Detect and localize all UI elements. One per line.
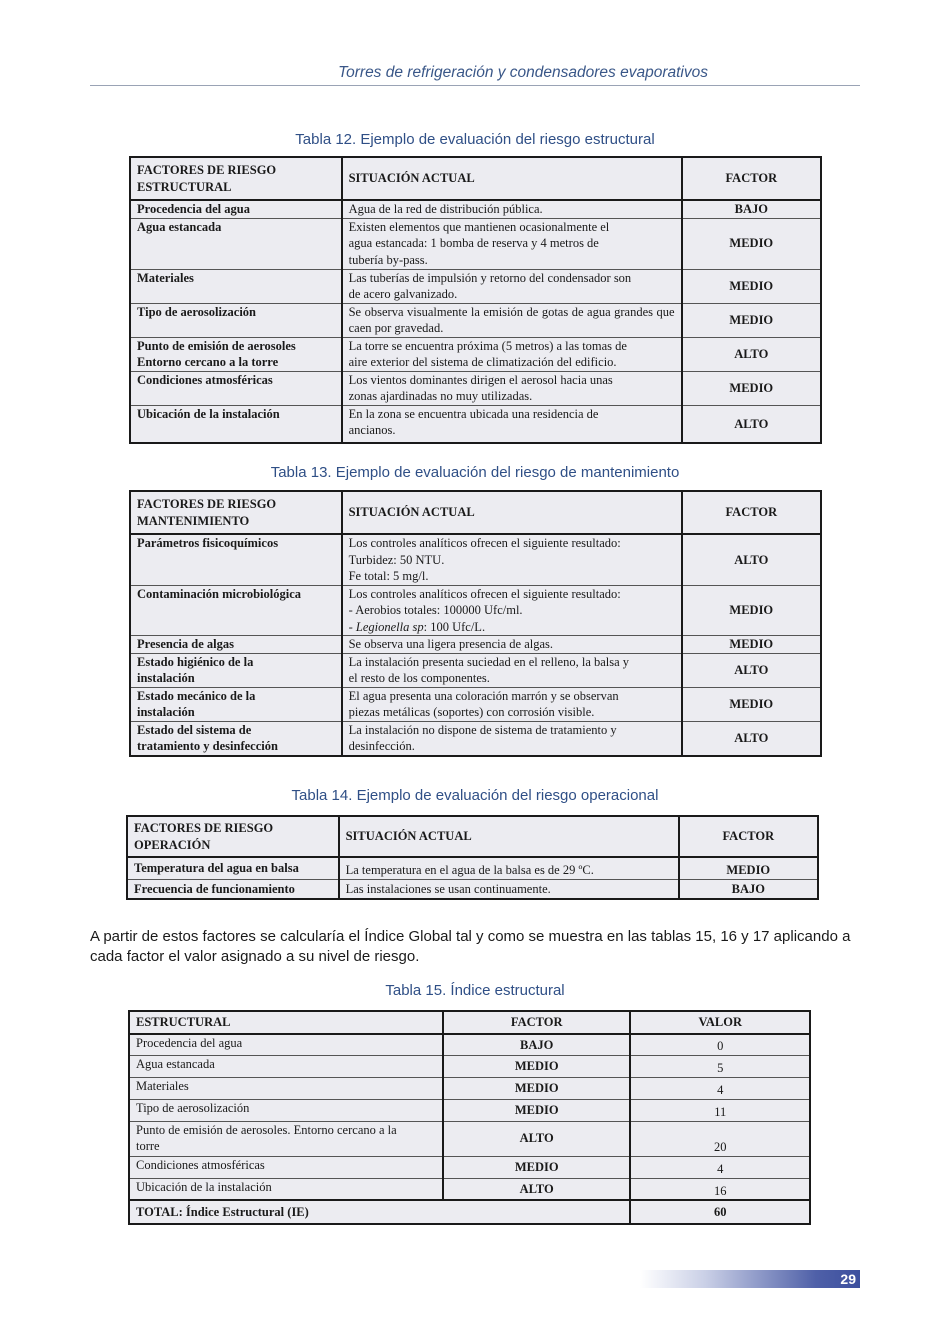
risk-level: MEDIO (679, 857, 818, 879)
current-situation: Existen elementos que mantienen ocasionalmente el agua estancada: 1 bomba de reserva y 4 metros de tubería by-pass. (342, 218, 682, 269)
table-row (130, 218, 821, 269)
table14-operational-risk (126, 815, 819, 900)
table-row (130, 405, 821, 443)
risk-factor: Estado mecánico de la instalación (130, 687, 342, 721)
table14-caption: Tabla 14. Ejemplo de evaluación del riesgo operacional (291, 787, 659, 804)
factor-name: Punto de emisión de aerosoles. Entorno cercano a la torre (129, 1121, 443, 1156)
risk-level: ALTO (682, 653, 821, 687)
current-situation: La instalación no dispone de sistema de tratamiento y desinfección. (342, 721, 682, 756)
current-situation: La torre se encuentra próxima (5 metros) a las tomas de aire exterior del sistema de climatización del edificio. (342, 337, 682, 371)
risk-factor: Estado higiénico de la instalación (130, 653, 342, 687)
table-row (130, 687, 821, 721)
table-row (130, 371, 821, 405)
current-situation: Las tuberías de impulsión y retorno del condensador son de acero galvanizado. (342, 269, 682, 303)
running-header: Torres de refrigeración y condensadores evaporativos (338, 64, 708, 81)
current-situation: Se observa una ligera presencia de algas. (342, 636, 682, 654)
risk-level: MEDIO (682, 303, 821, 337)
header-rule (90, 85, 860, 86)
total-row (129, 1200, 810, 1224)
table-row (129, 1055, 810, 1077)
risk-level: MEDIO (443, 1077, 631, 1099)
risk-factor: Contaminación microbiológica (130, 585, 342, 636)
risk-factor: Frecuencia de funcionamiento (127, 879, 339, 899)
factor-name: Materiales (129, 1077, 443, 1099)
table12-structural-risk (129, 156, 822, 444)
risk-factor: Punto de emisión de aerosoles Entorno cercano a la torre (130, 337, 342, 371)
table-row (129, 1121, 810, 1156)
current-situation: Los vientos dominantes dirigen el aerosol hacia unas zonas ajardinadas no muy utilizadas. (342, 371, 682, 405)
risk-level: ALTO (682, 534, 821, 585)
table-row (130, 534, 821, 585)
factor-value: 16 (630, 1178, 810, 1200)
table13-header-situation: SITUACIÓN ACTUAL (342, 491, 682, 534)
table-row (130, 636, 821, 654)
table-row (130, 200, 821, 218)
body-paragraph: A partir de estos factores se calcularía el Índice Global tal y como se muestra en las tablas 15, 16 y 17 aplicando a cada factor el valor asignado a su nivel de riesgo. (90, 928, 851, 965)
table14-header-factors: FACTORES DE RIESGO OPERACIÓN (127, 816, 339, 857)
table-row (130, 585, 821, 636)
risk-level: ALTO (682, 337, 821, 371)
risk-factor: Parámetros fisicoquímicos (130, 534, 342, 585)
table15-header-structural: ESTRUCTURAL (129, 1011, 443, 1034)
risk-factor: Temperatura del agua en balsa (127, 857, 339, 879)
risk-factor: Procedencia del agua (130, 200, 342, 218)
risk-factor: Ubicación de la instalación (130, 405, 342, 443)
factor-name: Agua estancada (129, 1055, 443, 1077)
table15-header-value: VALOR (630, 1011, 810, 1034)
table15-caption: Tabla 15. Índice estructural (385, 982, 565, 999)
table14-header-factor: FACTOR (679, 816, 818, 857)
table12-header-factors: FACTORES DE RIESGO ESTRUCTURAL (130, 157, 342, 200)
total-label: TOTAL: Índice Estructural (IE) (129, 1200, 630, 1224)
factor-value: 20 (630, 1121, 810, 1156)
current-situation: Se observa visualmente la emisión de gotas de agua grandes que caen por gravedad. (342, 303, 682, 337)
risk-factor: Agua estancada (130, 218, 342, 269)
risk-level: MEDIO (443, 1156, 631, 1178)
table-row (129, 1099, 810, 1121)
factor-value: 4 (630, 1156, 810, 1178)
risk-level: ALTO (682, 721, 821, 756)
situation-line (349, 619, 675, 636)
risk-level: MEDIO (682, 371, 821, 405)
table15-header-factor: FACTOR (443, 1011, 631, 1034)
risk-factor: Materiales (130, 269, 342, 303)
situation-line: - Aerobios totales: 100000 Ufc/ml. (348, 603, 523, 617)
table-row (130, 337, 821, 371)
table14-header-situation: SITUACIÓN ACTUAL (339, 816, 679, 857)
situation-line: Los controles analíticos ofrecen el siguiente resultado: (348, 586, 621, 601)
factor-value: 0 (630, 1034, 810, 1055)
table13-header-factors: FACTORES DE RIESGO MANTENIMIENTO (130, 491, 342, 534)
table-row (129, 1077, 810, 1099)
factor-value: 5 (630, 1055, 810, 1077)
table15-structural-index (128, 1010, 811, 1225)
table-row (129, 1156, 810, 1178)
table-row (130, 653, 821, 687)
table-row (127, 879, 818, 899)
risk-level: BAJO (682, 200, 821, 218)
risk-level: MEDIO (682, 269, 821, 303)
table13-caption: Tabla 13. Ejemplo de evaluación del riesgo de mantenimiento (270, 464, 680, 481)
risk-level: BAJO (679, 879, 818, 899)
table13-header-factor: FACTOR (682, 491, 821, 534)
table-row (127, 857, 818, 879)
total-value: 60 (630, 1200, 810, 1224)
current-situation: En la zona se encuentra ubicada una residencia de ancianos. (342, 405, 682, 443)
current-situation: Los controles analíticos ofrecen el siguiente resultado: Turbidez: 50 NTU. Fe total: 5 mg/l. (342, 534, 682, 585)
risk-level: ALTO (682, 405, 821, 443)
risk-level: MEDIO (443, 1055, 631, 1077)
risk-level: ALTO (443, 1121, 631, 1156)
risk-level: MEDIO (682, 636, 821, 654)
page-number: 29 (840, 1271, 856, 1287)
table12-header-situation: SITUACIÓN ACTUAL (342, 157, 682, 200)
factor-name: Procedencia del agua (129, 1034, 443, 1055)
table-row (130, 721, 821, 756)
risk-level: BAJO (443, 1034, 631, 1055)
current-situation: La instalación presenta suciedad en el relleno, la balsa y el resto de los componentes. (342, 653, 682, 687)
factor-name: Condiciones atmosféricas (129, 1156, 443, 1178)
factor-value: 4 (630, 1077, 810, 1099)
table12-caption: Tabla 12. Ejemplo de evaluación del riesgo estructural (295, 131, 655, 148)
risk-factor: Tipo de aerosolización (130, 303, 342, 337)
risk-level: MEDIO (443, 1099, 631, 1121)
situation-prefix: - (348, 619, 356, 634)
current-situation: Agua de la red de distribución pública. (342, 200, 682, 218)
current-situation (342, 585, 682, 636)
risk-level: MEDIO (682, 585, 821, 636)
factor-name: Tipo de aerosolización (129, 1099, 443, 1121)
table-row (130, 303, 821, 337)
table-row (129, 1178, 810, 1200)
table-row (130, 269, 821, 303)
table12-header-factor: FACTOR (682, 157, 821, 200)
risk-level: MEDIO (682, 687, 821, 721)
risk-factor: Presencia de algas (130, 636, 342, 654)
current-situation: Las instalaciones se usan continuamente. (339, 879, 679, 899)
factor-value: 11 (630, 1099, 810, 1121)
risk-factor: Estado del sistema de tratamiento y desinfección (130, 721, 342, 756)
table-row (129, 1034, 810, 1055)
risk-level: ALTO (443, 1178, 631, 1200)
species-name: Legionella sp (355, 619, 424, 634)
risk-factor: Condiciones atmosféricas (130, 371, 342, 405)
footer-gradient-bar (640, 1270, 860, 1288)
current-situation: La temperatura en el agua de la balsa es de 29 ºC. (339, 857, 679, 879)
risk-level: MEDIO (682, 218, 821, 269)
situation-suffix: : 100 Ufc/L. (423, 619, 486, 634)
table13-maintenance-risk (129, 490, 822, 757)
factor-name: Ubicación de la instalación (129, 1178, 443, 1200)
current-situation: El agua presenta una coloración marrón y se observan piezas metálicas (soportes) con corrosión visible. (342, 687, 682, 721)
